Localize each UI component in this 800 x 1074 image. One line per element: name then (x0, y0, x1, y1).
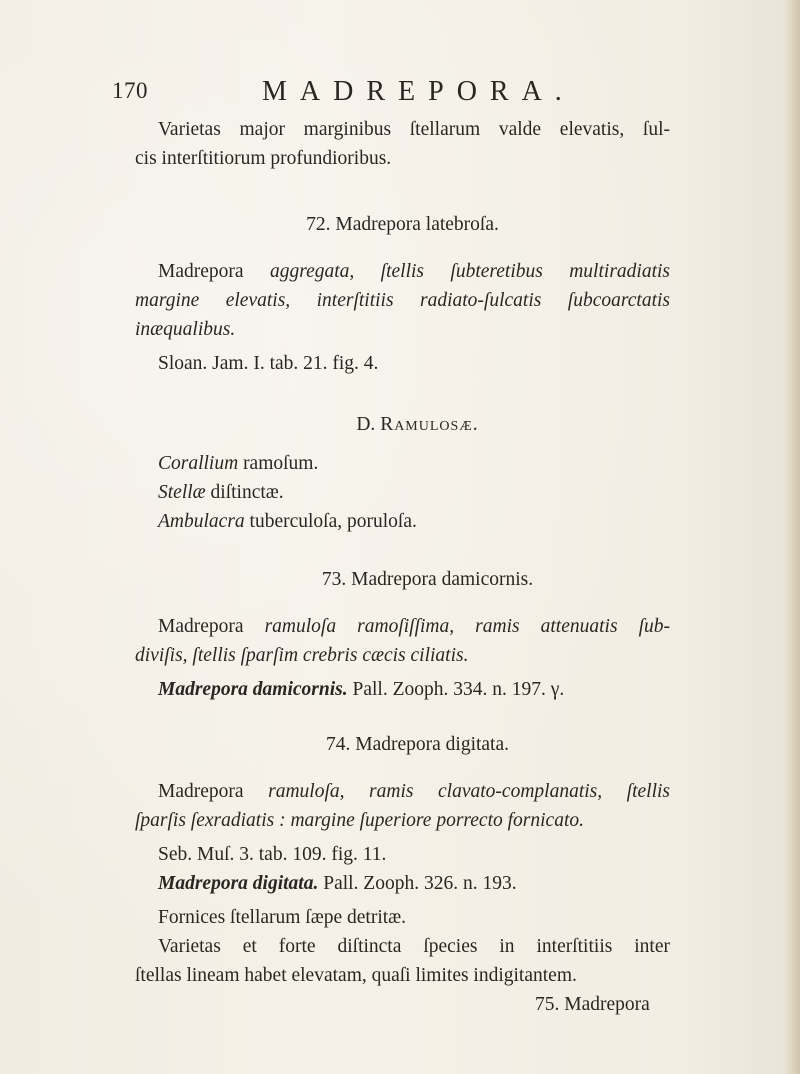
species-heading-73: 73. Madrepora damicornis. (321, 569, 534, 590)
reference-line: Madrepora digitata. Pall. Zooph. 326. n. 193. (158, 873, 517, 894)
text-line: Varietas major marginibus ſtellarum valde elevatis, ſul- (158, 119, 670, 140)
species-description-line: Madrepora ramuloſa ramoſiſſima, ramis attenuatis ſub- (158, 616, 670, 637)
text-line: ſtellas lineam habet elevatam, quaſi limites indigitantem. (135, 965, 577, 986)
species-heading-72: 72. Madrepora latebroſa. (306, 214, 499, 235)
species-heading-74: 74. Madrepora digitata. (325, 734, 510, 755)
section-character-line: Stellæ diſtinctæ. (158, 482, 284, 503)
section-character-line: Ambulacra tuberculoſa, poruloſa. (158, 511, 417, 532)
text-line: cis interſtitiorum profundioribus. (135, 148, 392, 169)
reference-line: Seb. Muſ. 3. tab. 109. fig. 11. (158, 844, 387, 865)
catchword: 75. Madrepora (535, 994, 650, 1015)
species-description-line: inæqualibus. (135, 319, 236, 340)
page-number: 170 (112, 78, 148, 103)
text-line: Varietas et forte diſtincta ſpecies in interſtitiis inter (158, 936, 670, 957)
page-header (112, 78, 652, 118)
running-title: MADREPORA. (262, 76, 575, 107)
reference-line: Sloan. Jam. I. tab. 21. fig. 4. (158, 353, 379, 374)
species-description-line: ſparſis ſexradiatis : margine ſuperiore porrecto fornicato. (135, 810, 585, 831)
section-heading-d: D. Ramulosæ. (356, 414, 479, 435)
species-description-line: diviſis, ſtellis ſparſim crebris cæcis ciliatis. (135, 645, 469, 666)
species-description-line: margine elevatis, interſtitiis radiato-ſulcatis ſubcoarctatis (135, 290, 670, 311)
text-line: Fornices ſtellarum ſæpe detritæ. (158, 907, 407, 928)
reference-line: Madrepora damicornis. Pall. Zooph. 334. n. 197. γ. (158, 679, 565, 700)
page-edge-shadow (784, 0, 800, 1074)
species-description-line: Madrepora ramuloſa, ramis clavato-complanatis, ſtellis (158, 781, 671, 802)
section-character-line: Corallium ramoſum. (158, 453, 319, 474)
species-description-line: Madrepora aggregata, ſtellis ſubteretibus multiradiatis (158, 261, 670, 282)
